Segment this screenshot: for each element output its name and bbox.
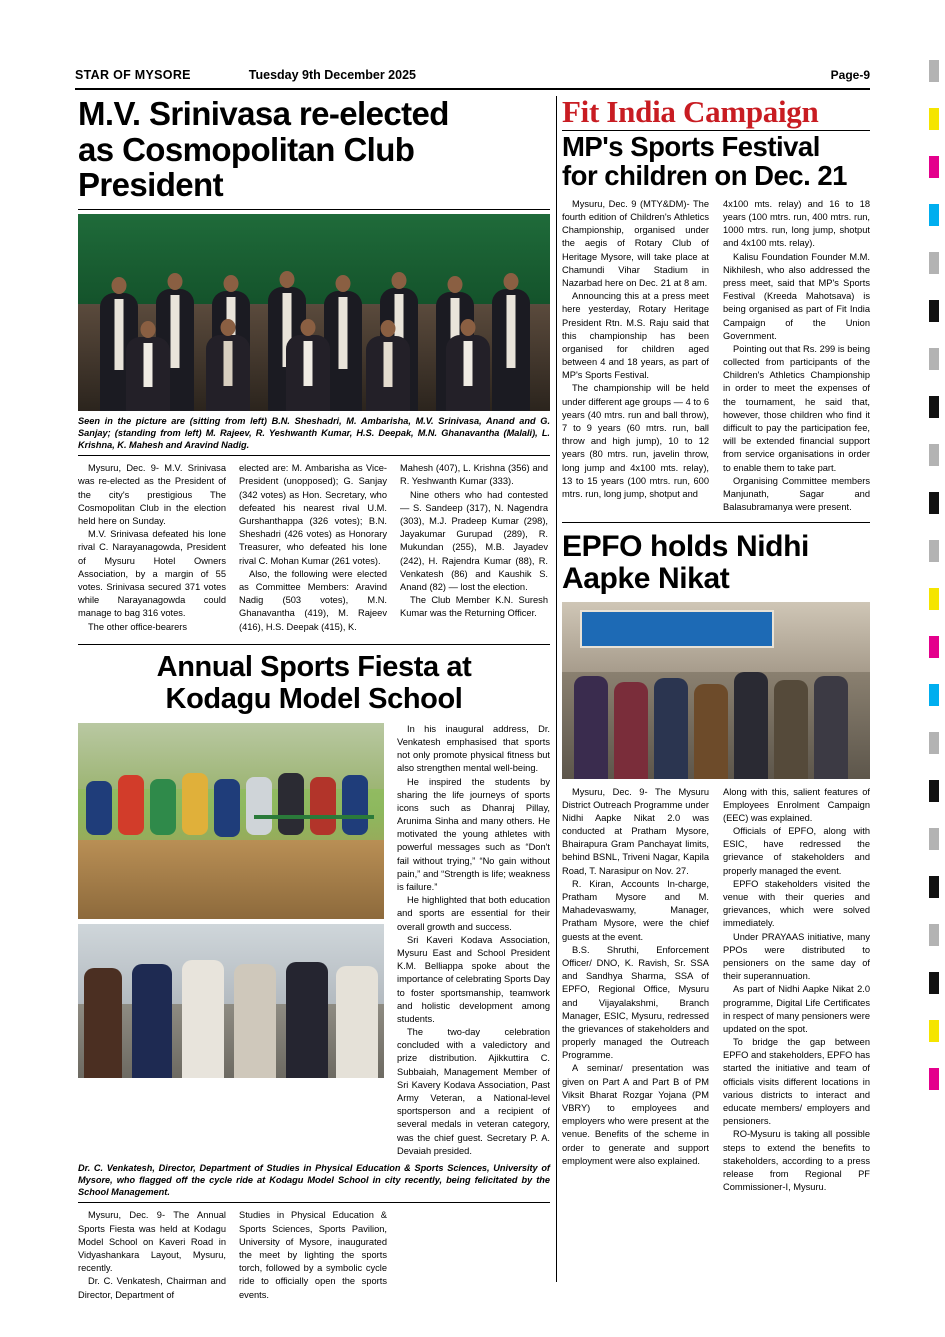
paragraph: RO-Mysuru is taking all possible steps to extend the benefits to stakeholders, according to a press release from Regional PF Commissioner-I, Mysuru. [723, 1129, 870, 1193]
story3-column-1 [562, 198, 709, 515]
story1-body-columns [78, 462, 550, 633]
masthead-rule [75, 88, 870, 90]
story1-headline-line1: M.V. Srinivasa re-elected [78, 95, 449, 132]
story1-column-1 [78, 462, 226, 633]
page-number: Page-9 [830, 68, 870, 82]
story2-column-1 [78, 1209, 226, 1301]
story4-headline-line1: EPFO holds Nidhi [562, 530, 809, 564]
story-sports-fiesta [78, 652, 550, 1302]
story4-headline [562, 531, 870, 595]
story2-caption-rule [78, 1202, 550, 1203]
story2-headline-line1: Annual Sports Fiesta at [156, 651, 472, 683]
column-divider-top [556, 96, 557, 652]
story-cosmopolitan-club [78, 96, 550, 634]
paragraph: Mysuru, Dec. 9- M.V. Srinivasa was re-elected as the President of the city's prestigious The Cosmopolitan Club in the election held here on Sunday. [78, 463, 226, 527]
paragraph: elected are: M. Ambarisha as Vice-President (unopposed); G. Sanjay (342 votes) as Hon. Secretary, who defeated his nearest rival U.M. Gurshanthappa (326 votes); B.N. Sheshadri (426 votes) as Honorary Treasurer, who defeated his lone rival C. Mohan Kumar (261 votes). [239, 463, 387, 566]
paragraph: He inspired the students by sharing the life journeys of sports icons such as Dhanraj Pillay, Arunima Sinha and many others. He motivated the young athletes with powerful messages such as “Don't fail without trying,” “No gain without pain,” and “Strength is life; weakness is failure.” [397, 776, 550, 893]
paragraph: Along with this, salient features of Employees Enrolment Campaign (EEC) was explained. [723, 786, 870, 823]
story3-column-2 [723, 198, 870, 515]
story1-headline-line2: as Cosmopolitan Club President [78, 130, 415, 204]
story4-body-columns [562, 786, 870, 1195]
paragraph: R. Kiran, Accounts In-charge, Pratham Mysore and M. Mahadevaswamy, Manager, Pratham Mysore, were the chief guests at the event. [562, 878, 709, 942]
story2-side-column [397, 723, 550, 1158]
paragraph: Sri Kaveri Kodava Association, Mysuru East and School President K.M. Belliappa spoke about the importance of celebrating Sports Day to foster sportsmanship, teamwork and holistic development among students. [397, 934, 550, 1024]
story2-headline [78, 652, 550, 716]
story3-headline [562, 132, 870, 191]
paragraph: Officials of EPFO, along with ESIC, have redressed the grievance of stakeholders and properly managed the event. [723, 826, 870, 876]
paragraph: M.V. Srinivasa defeated his lone rival C. Narayanagowda, President of Mysuru Hotel Owners Association, by a margin of 55 votes. Srinivasa secured 371 votes while Narayanagowda could manage to bag 316 votes. [78, 529, 226, 619]
paragraph: B.S. Shruthi, Enforcement Officer/ DNO, K. Ravish, Sr. SSA and Sandhya Sharma, SSA of EPFO, Regional Office, Mysuru and Vijayalakshmi, Branch Manager, ESIC, Mysuru, redressed the grievances of stakeholders and properly managed the Outreach Programme. [562, 944, 709, 1061]
fit-india-kicker: Fit India Campaign [562, 94, 819, 129]
paragraph: Mysuru, Dec. 9 (MTY&DM)- The fourth edition of Children's Athletics Championship, organised under the aegis of Rotary Club of Heritage Mysore, will take place at Chamundi Vihar Stadium in Nazarbad here on Dec. 21 at 8 am. [562, 198, 709, 288]
story1-headline [78, 96, 550, 203]
paragraph: Mahesh (407), L. Krishna (356) and R. Yeshwanth Kumar (333). [400, 463, 548, 487]
paragraph: In his inaugural address, Dr. Venkatesh emphasised that sports not only promote physical fitness but also strengthen mental well-being. [397, 723, 550, 774]
paragraph: The championship will be held under different age groups — 4 to 6 years (40 mtrs. run and ball throw), 7 to 9 years (60 mtrs. run, ball throw and high jump), 10 to 12 years (80 mtrs. run, javelin throw, long jump and 4x100 mts. relay), 13 to 15 years (100 mtrs. run, 600 mtrs. run, long jump, shotput and [562, 383, 709, 499]
paragraph: EPFO stakeholders visited the venue with their queries and grievances, which were solved immediately. [723, 878, 870, 929]
story1-headline-rule [78, 209, 550, 210]
paragraph: A seminar/ presentation was given on Part A and Part B of PM Viksit Bharat Rozgar Yojana (PM VBRY) to employees and employers who were present at the venue. Benefits of the scheme in order to generate and support employment were also explained. [562, 1063, 709, 1166]
paragraph: The other office-bearers [88, 621, 188, 632]
story2-column-2 [239, 1209, 387, 1301]
epfo-outreach-programme-photo [562, 602, 870, 779]
felicitation-ceremony-photo [78, 924, 384, 1078]
story3-body-columns [562, 198, 870, 515]
column-divider-bottom [556, 652, 557, 1282]
paragraph: Pointing out that Rs. 299 is being collected from participants of the Children's Athletics Championship in order to meet the expenses of the tournament, he said that, however, those children who find it difficult to pay the participation fee, will be extended financial support from service organisations in order to enable them to take part. [723, 343, 870, 473]
story3-headline-line2: for children on Dec. 21 [562, 160, 847, 192]
masthead [75, 68, 870, 82]
paragraph: Mysuru, Dec. 9- The Mysuru District Outreach Programme under Nidhi Aapke Nikat 2.0 was conducted at Pratham Mysore, Bhairapura Gram Panchayat limits, behind BSNL, Triveni Nagar, Kapila Road, T. Narasipur on Nov. 27. [562, 786, 709, 876]
story1-photo-caption: Seen in the picture are (sitting from left) B.N. Sheshadri, M. Ambarisha, M.V. Srinivasa, Anand and G. Sanjay; (standing from left) M. Rajeev, R. Yeshwanth Kumar, H.S. Deepak, M.N. Ghanavantha (Malali), L. Krishna, K. Mahesh and Aravind Nadig. [78, 415, 550, 451]
paragraph: Kalisu Foundation Founder M.M. Nikhilesh, who also addressed the press meet, said that MP's Sports Festival (Kreeda Mahotsava) is being organised as part of Fit India Campaign of the Union Government. [723, 251, 870, 341]
story2-photo-caption: Dr. C. Venkatesh, Director, Department of Studies in Physical Education & Sports Sciences, University of Mysore, who flagged off the cycle ride at Kodagu Model School in city recently, being felicitated by the School Management. [78, 1162, 550, 1198]
story1-column-2 [239, 462, 387, 633]
registration-color-bars [929, 60, 939, 1280]
story1-column-3 [400, 462, 548, 633]
paragraph: Announcing this at a press meet here yesterday, Rotary Heritage President Rtn. M.S. Raju said that this championship has been organised for children aged between 4 and 18 years, as part of MP's Sports Festival. [562, 291, 709, 381]
paragraph: Dr. C. Venkatesh, Chairman and Director, Department of [78, 1276, 226, 1300]
paragraph: The two-day celebration concluded with a valedictory and prize distribution. Ajikkuttira C. Subbaiah, Management Member of Sri Kavery Kodava Association, Past Army Veteran, a National-level sportsperson and a recipient of several medals in veteran category, was the chief guest. Secretary P. A. Devaiah presided. [397, 1027, 550, 1156]
paragraph: Mysuru, Dec. 9- The Annual Sports Fiesta was held at Kodagu Model School on Kaveri Road in Vidyashankara Layout, Mysuru, recently. [78, 1210, 226, 1274]
paragraph: Organising Committee members Manjunath, Sagar and Balasubramanya were present. [723, 475, 870, 513]
story4-column-1 [562, 786, 709, 1195]
story4-column-2 [723, 786, 870, 1195]
paragraph: Under PRAYAAS initiative, many PPOs were distributed to pensioners on the same day of their superannuation. [723, 931, 870, 982]
paragraph: He highlighted that both education and sports are essential for their overall growth and success. [397, 895, 550, 932]
paragraph: The Club Member K.N. Suresh Kumar was the Returning Officer. [400, 595, 548, 619]
newspaper-title: STAR OF MYSORE [75, 68, 191, 82]
paragraph: To bridge the gap between EPFO and stakeholders, EPFO has started the initiative and team of officials visits different locations in various districts to interact and educate members/ employers and pensioners. [723, 1037, 870, 1127]
students-cycle-rally-photo [78, 723, 384, 919]
story2-headline-line2: Kodagu Model School [165, 682, 463, 715]
story1-caption-rule [78, 455, 550, 456]
story3-headline-line1: MP's Sports Festival [562, 131, 820, 162]
right-column [562, 96, 870, 1194]
story4-headline-line2: Aapke Nikat [562, 562, 730, 596]
paragraph: Also, the following were elected as Committee Members: Aravind Nadig (503 votes), M.N. Ghanavantha (419), M. Rajeev (416), H.S. Deepak (415), K. [239, 568, 387, 632]
story-epfo [562, 531, 870, 1194]
story-separator-right [562, 522, 870, 523]
paragraph: Studies in Physical Education & Sports Sciences, Sports Pavilion, University of Mysore, inaugurated the meet by lighting the sports torch, followed by a symbolic cycle ride to officially open the sports events. [239, 1210, 387, 1300]
kicker-rule [562, 130, 870, 131]
paragraph: Nine others who had contested — S. Sandeep (317), N. Nagendra (303), M.J. Pradeep Kumar (298), Jayakumar Gurupad (289), R. Mukundan (255), M.B. Jayadev (242), H. Rajendra Kumar (88), R. Venkatesh (86) and Kaushik S. Anand (82) — lost the election. [400, 489, 548, 592]
story-separator-left [78, 644, 550, 645]
cosmopolitan-club-group-photo [78, 214, 550, 411]
paragraph: 4x100 mts. relay) and 16 to 18 years (100 mtrs. run, 400 mtrs. run, 1000 mtrs. run, long jump, shotput and 4x100 mts. relay). [723, 198, 870, 249]
paragraph: As part of Nidhi Aapke Nikat 2.0 programme, Digital Life Certificates in respect of many pensioners were updated on the spot. [723, 984, 870, 1034]
issue-date: Tuesday 9th December 2025 [248, 68, 416, 82]
